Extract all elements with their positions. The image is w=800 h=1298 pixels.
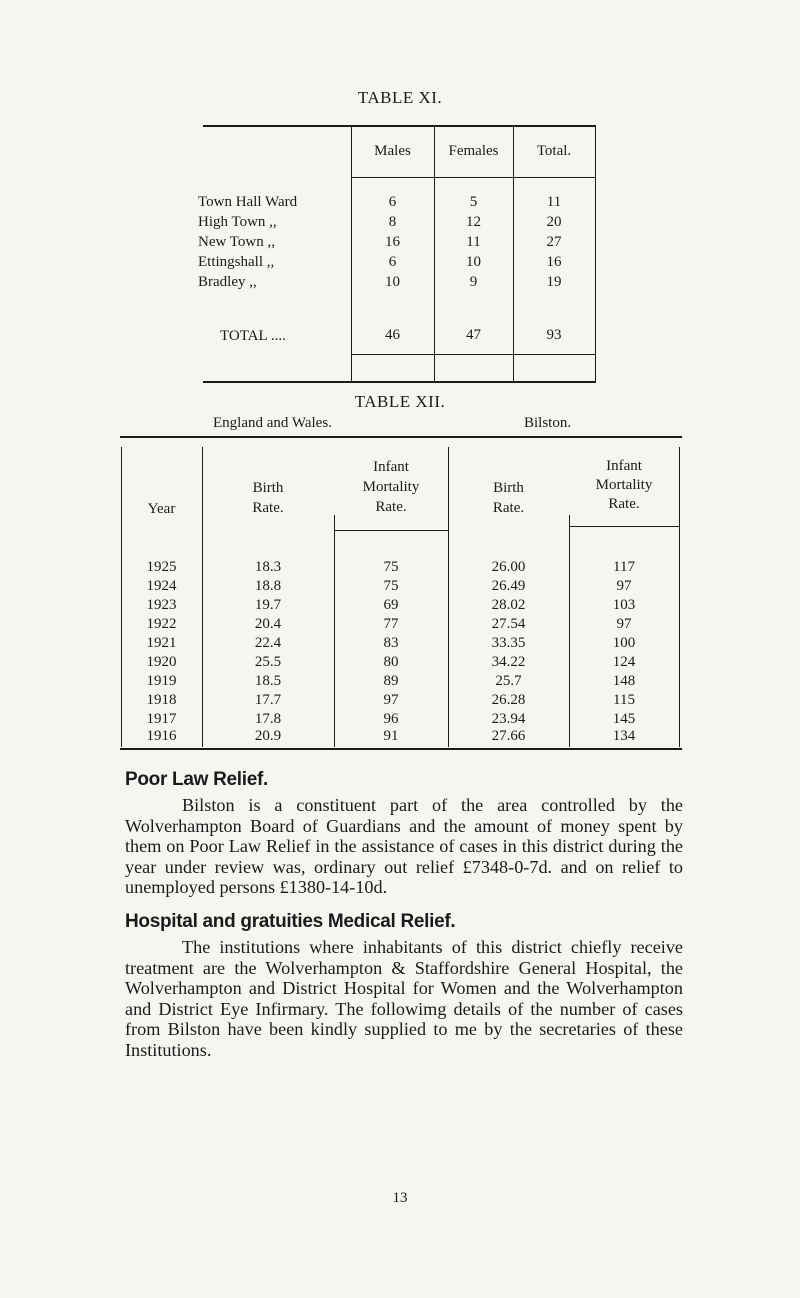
b-birth-rate: 33.35	[491, 635, 526, 651]
year: 1916	[146, 728, 177, 744]
ew-infant-rate: 75	[383, 578, 399, 594]
b-birth-rate: 26.49	[491, 578, 526, 594]
table-xi-bottom-rule	[203, 381, 596, 383]
ew-infant-rate: 89	[383, 673, 399, 689]
header-ew-birth-line2: Rate.	[252, 500, 284, 516]
total-count: 19	[546, 274, 562, 290]
header-b-infant-line2: Mortality	[595, 477, 653, 493]
ew-infant-rate: 97	[383, 692, 399, 708]
year: 1924	[146, 578, 177, 594]
total-count: 20	[546, 214, 562, 230]
header-b-infant-line3: Rate.	[608, 496, 640, 512]
ew-birth-rate: 18.5	[254, 673, 282, 689]
header-b-birth-line2: Rate.	[492, 500, 525, 516]
poor-law-heading: Poor Law Relief.	[125, 769, 269, 790]
ew-birth-rate: 20.4	[254, 616, 282, 632]
ward-name: Bradley ,,	[198, 274, 257, 290]
b-infant-rate: 97	[616, 578, 632, 594]
table-xi	[198, 125, 596, 382]
females-count: 12	[466, 214, 481, 230]
year: 1917	[146, 711, 177, 727]
year: 1925	[146, 559, 177, 575]
table-xi-header-males: Males	[374, 143, 411, 159]
year: 1919	[146, 673, 177, 689]
table-xii-bottom-rule	[120, 748, 682, 750]
hospital-heading: Hospital and gratuities Medical Relief.	[125, 911, 456, 932]
table-xi-header-females: Females	[448, 143, 499, 159]
males-count: 8	[388, 214, 397, 230]
b-infant-rate: 103	[612, 597, 636, 613]
females-total: 47	[466, 327, 481, 343]
year: 1923	[146, 597, 177, 613]
year: 1922	[146, 616, 177, 632]
ward-name: New Town ,,	[198, 234, 275, 250]
header-b-infant-line1: Infant	[606, 458, 642, 474]
header-ew-infant-line2: Mortality	[362, 479, 420, 495]
ew-infant-rate: 96	[383, 711, 399, 727]
total-label: TOTAL ....	[220, 328, 286, 344]
header-ew-birth-line1: Birth	[252, 480, 284, 496]
header-year: Year	[147, 501, 176, 517]
ew-birth-rate: 18.8	[254, 578, 282, 594]
ew-infant-rate: 80	[383, 654, 399, 670]
b-infant-rate: 148	[612, 673, 636, 689]
table-xii	[120, 415, 682, 750]
group-label-england-wales: England and Wales.	[213, 415, 332, 431]
ew-birth-rate: 25.5	[254, 654, 282, 670]
table-xii-header-rule-1	[334, 530, 448, 531]
b-birth-rate: 28.02	[491, 597, 526, 613]
ew-birth-rate: 17.7	[254, 692, 282, 708]
females-count: 5	[469, 194, 478, 210]
males-count: 6	[388, 254, 397, 270]
ew-birth-rate: 22.4	[254, 635, 282, 651]
b-infant-rate: 134	[612, 728, 636, 744]
hospital-paragraph: The institutions where inhabitants of this district chiefly receive treatment are the Wolverhampton & Staffordshire General Hospital, the Wolverhampton and District Hospital for Women and the Wolverhampton and District Eye Infirmary. The followimg details of the number of cases from Bilston have been kindly supplied to me by the secretaries of these Institutions.	[125, 937, 683, 1060]
males-total: 46	[385, 327, 400, 343]
ew-birth-rate: 18.3	[254, 559, 282, 575]
ew-infant-rate: 69	[383, 597, 399, 613]
table-xii-header-rule-2	[569, 526, 680, 527]
ward-name: High Town ,,	[198, 214, 277, 230]
header-b-birth-line1: Birth	[493, 480, 524, 496]
males-count: 10	[385, 274, 400, 290]
grand-total: 93	[546, 327, 562, 343]
females-count: 9	[469, 274, 478, 290]
table-xii-title: TABLE XII.	[354, 392, 446, 411]
table-xi-top-rule	[203, 125, 596, 127]
table-xi-header-rule	[351, 177, 596, 178]
table-xi-right-border	[595, 125, 596, 383]
table-xii-top-rule	[120, 436, 682, 438]
ew-birth-rate: 19.7	[254, 597, 282, 613]
page-number: 13	[392, 1190, 408, 1206]
header-ew-infant-line1: Infant	[373, 459, 409, 475]
b-infant-rate: 145	[612, 711, 636, 727]
table-xi-total-rule	[351, 354, 596, 355]
females-count: 11	[466, 234, 481, 250]
table-xii-right-border	[679, 447, 680, 747]
b-infant-rate: 117	[613, 559, 635, 575]
b-birth-rate: 26.28	[491, 692, 526, 708]
males-count: 6	[388, 194, 397, 210]
b-infant-rate: 100	[612, 635, 636, 651]
ew-birth-rate: 17.8	[254, 711, 282, 727]
poor-law-paragraph: Bilston is a constituent part of the area controlled by the Wolverhampton Board of Guardians and the amount of money spent by them on Poor Law Relief in the assistance of cases in this district during the year under review was, ordinary out relief £7348-0-7d. and on relief to unemployed persons £1380-14-10d.	[125, 795, 683, 897]
ew-infant-rate: 91	[383, 728, 399, 744]
group-label-bilston: Bilston.	[524, 415, 572, 431]
ew-birth-rate: 20.9	[254, 728, 282, 744]
b-birth-rate: 26.00	[491, 559, 526, 575]
b-birth-rate: 27.54	[491, 616, 526, 632]
females-count: 10	[466, 254, 481, 270]
ew-infant-rate: 83	[383, 635, 399, 651]
year: 1921	[146, 635, 177, 651]
total-count: 11	[546, 194, 562, 210]
header-ew-infant-line3: Rate.	[375, 499, 407, 515]
total-count: 27	[546, 234, 562, 250]
total-count: 16	[546, 254, 562, 270]
ward-name: Town Hall Ward	[198, 194, 298, 210]
ward-name: Ettingshall ,,	[198, 254, 275, 270]
b-birth-rate: 25.7	[495, 673, 522, 689]
ew-infant-rate: 77	[383, 616, 399, 632]
year: 1920	[146, 654, 177, 670]
males-count: 16	[385, 234, 400, 250]
b-birth-rate: 23.94	[491, 711, 526, 727]
b-birth-rate: 34.22	[491, 654, 526, 670]
b-infant-rate: 97	[616, 616, 632, 632]
table-xi-title: TABLE XI.	[357, 88, 443, 107]
year: 1918	[146, 692, 177, 708]
ew-infant-rate: 75	[383, 559, 399, 575]
table-xi-header-total: Total.	[536, 143, 572, 159]
b-infant-rate: 115	[613, 692, 635, 708]
b-birth-rate: 27.66	[491, 728, 526, 744]
b-infant-rate: 124	[612, 654, 636, 670]
